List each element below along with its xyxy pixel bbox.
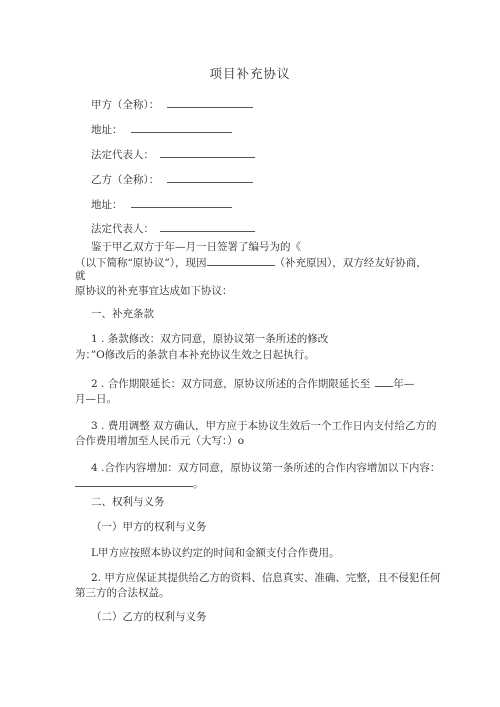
content-blank xyxy=(75,476,193,487)
party-a-name-field xyxy=(91,97,253,112)
clause-3-line-2: 合作费用增加至人民币元（大写：）o xyxy=(75,435,245,447)
clause-4-line-2 xyxy=(75,476,204,491)
party-b-address-label: 地址： xyxy=(91,199,123,211)
preamble-line-4: 原协议的补充事宜达成如下协议： xyxy=(75,285,233,297)
party-b-rep-field xyxy=(91,221,255,236)
clause-1-line-1: 1 . 条款修改：双方同意，原协议第一条所述的修改 xyxy=(91,333,329,345)
section-1-heading: 一、补充条款 xyxy=(91,308,154,320)
preamble-line-2 xyxy=(75,255,427,270)
party-a-rep-field xyxy=(91,147,255,162)
clause-4-end: 。 xyxy=(193,478,204,490)
party-b-rep-blank xyxy=(160,221,255,232)
clause-2-line-2: 月—日。 xyxy=(75,393,117,405)
clause-1-line-2: 为：”O修改后的条款自本补充协议生效之日起执行。 xyxy=(75,349,315,361)
document-title: 项目补充协议 xyxy=(209,66,291,81)
party-b-name-label: 乙方（全称）： xyxy=(91,174,160,186)
preamble-line-1: 鉴于甲乙双方于年—月一日签署了编号为的《 xyxy=(91,241,301,253)
party-a-duty-1: L甲方应按照本协议约定的时间和金额支付合作费用。 xyxy=(91,547,340,559)
party-a-address-blank xyxy=(131,122,232,133)
party-b-rep-label: 法定代表人： xyxy=(91,223,154,235)
clause-2-text: 2 . 合作期限延长：双方同意，原协议所述的合作期限延长至 xyxy=(91,378,371,390)
party-a-duty-2-line-1: 2. 甲方应保证其提供给乙方的资料、信息真实、准确、完整，且不侵犯任何 xyxy=(91,572,441,584)
clause-4-line-1: 4 .合作内容增加：双方同意，原协议第一条所述的合作内容增加以下内容： xyxy=(91,462,441,474)
clause-3-line-1: 3 . 费用调整 双方确认，甲方应于本协议生效后一个工作日内支付给乙方的 xyxy=(91,420,437,432)
party-b-duties-heading: （二）乙方的权利与义务 xyxy=(91,611,207,623)
section-2-heading: 二、权利与义务 xyxy=(91,496,165,508)
preamble-line-3: 就 xyxy=(75,270,86,282)
clause-2-year: 年— xyxy=(393,378,415,390)
year-blank xyxy=(375,376,393,387)
preamble-line-2-end: （补充原因），双方经友好协商， xyxy=(274,257,427,269)
party-b-address-blank xyxy=(131,197,232,208)
preamble-line-2-start: （以下简称“原协议”），现因 xyxy=(75,257,207,269)
party-a-name-blank xyxy=(167,97,253,108)
party-a-address-label: 地址： xyxy=(91,124,123,136)
party-a-name-label: 甲方（全称）： xyxy=(91,99,160,111)
party-a-duties-heading: （一）甲方的权利与义务 xyxy=(91,521,207,533)
party-b-address-field xyxy=(91,197,232,212)
party-a-rep-blank xyxy=(160,147,255,158)
reason-blank xyxy=(207,255,275,266)
party-a-address-field xyxy=(91,122,232,137)
party-b-name-blank xyxy=(167,172,253,183)
party-b-name-field xyxy=(91,172,253,187)
clause-2-line-1 xyxy=(91,376,414,391)
party-a-duty-2-line-2: 第三方的合法权益。 xyxy=(75,587,170,599)
party-a-rep-label: 法定代表人： xyxy=(91,149,154,161)
